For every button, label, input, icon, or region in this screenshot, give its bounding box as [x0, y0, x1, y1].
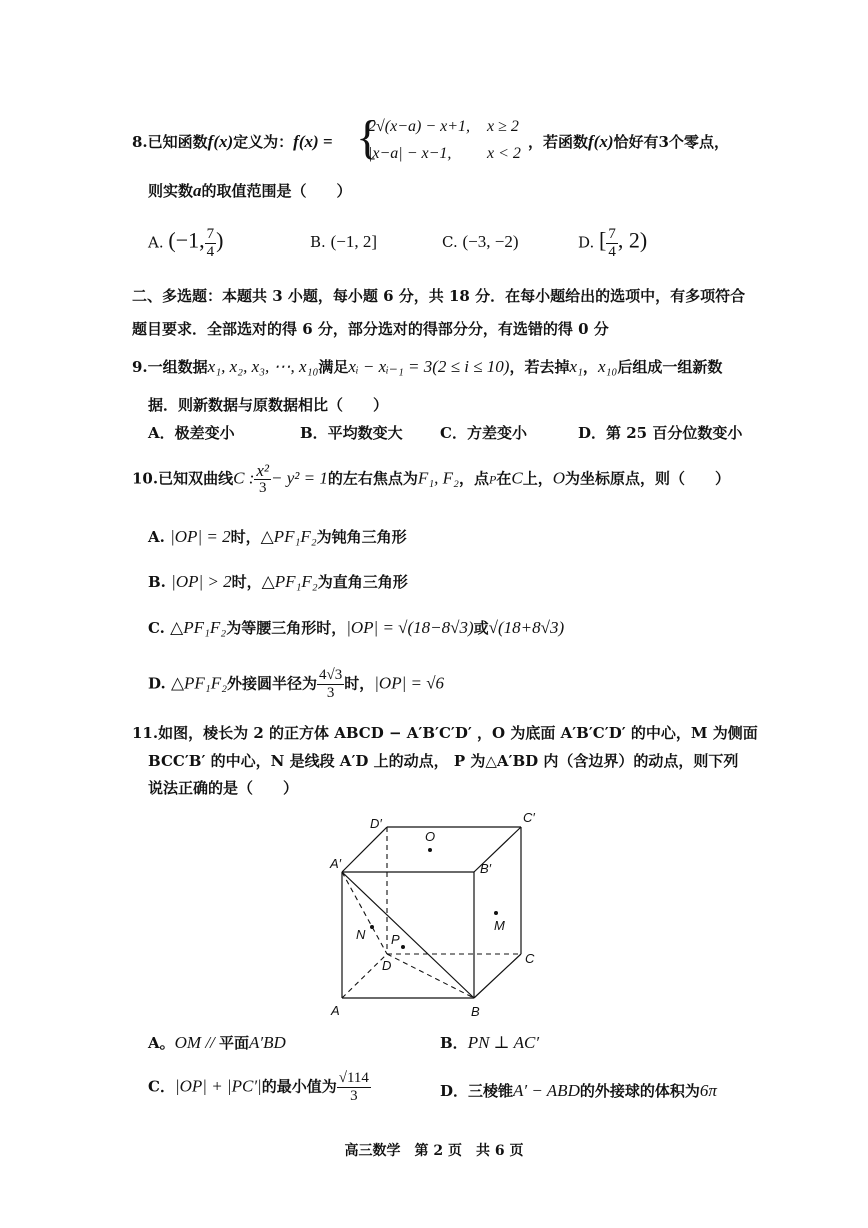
q10-text-f: 为坐标原点，则（ ）: [564, 469, 730, 488]
page-footer: 高三数学 第 2 页 共 6 页: [344, 1143, 524, 1159]
q8-option-a-num: 7: [206, 226, 215, 242]
q8-option-d-label: D.: [578, 233, 595, 252]
label-b1: B′: [480, 861, 492, 876]
q8-fx: f(x): [207, 132, 234, 151]
q8-line2: [148, 180, 352, 201]
q10-option-b-math: |OP| > 2: [171, 572, 232, 591]
q9-text-d: ，: [582, 358, 598, 376]
q11-option-d-math: A′ − ABD: [513, 1081, 580, 1100]
q11-option-c-den: 3: [350, 1088, 358, 1104]
q8-option-a-fraction: [205, 226, 217, 261]
q9-text-e: 后组成一组新数: [617, 358, 723, 376]
q10-option-a-triangle: △PF₁F₂: [260, 527, 317, 546]
point-n: [370, 925, 374, 929]
q9-x10: x₁₀: [597, 357, 618, 376]
q11-option-b: [440, 1032, 539, 1053]
q10-option-d-den: 3: [326, 685, 335, 701]
q11-option-a: [148, 1032, 286, 1053]
q8-option-c-label: C.: [442, 233, 458, 251]
q10-num: x²: [256, 461, 270, 480]
q10-text-a: 10.已知双曲线: [132, 469, 234, 488]
cube-figure: [320, 805, 550, 1025]
label-a1: A′: [330, 856, 342, 871]
q10-option-c-triangle: △PF₁F₂: [170, 618, 227, 637]
q11-option-a-text: 平面: [219, 1034, 250, 1052]
point-p: [401, 945, 405, 949]
label-p: P: [391, 932, 400, 947]
q8-text: 8.已知函数: [132, 133, 208, 151]
q8-piece2: |x−a| − x−1,: [368, 145, 452, 162]
label-m: M: [494, 918, 505, 933]
q9-option-d: D．第 25 百分位数变小: [578, 424, 743, 442]
q10-text-b: 的左右焦点为: [327, 469, 418, 488]
label-b: B: [471, 1004, 480, 1019]
q9-data-list: x₁, x₂, x₃, ⋯, x₁₀: [207, 357, 319, 376]
section2-heading-line2: 题目要求．全部选对的得 6 分，部分选对的得部分分，有选错的得 0 分: [132, 320, 609, 338]
q8-text-b: 定义为：: [233, 133, 294, 151]
q10-option-d-math: |OP| = √6: [374, 673, 445, 693]
q9-text-a: 9.一组数据: [132, 358, 208, 376]
q8-fx-eq: f(x) =: [293, 132, 333, 151]
q10-option-d: [148, 667, 444, 702]
q9-x1: x₁: [569, 357, 583, 376]
q10-option-b-label: B.: [148, 573, 166, 591]
section2-heading-line1: 二、多选题：本题共 3 小题，每小题 6 分，共 18 分．在每小题给出的选项中，有多项符合: [132, 287, 746, 305]
q10-option-a-math: |OP| = 2: [170, 527, 231, 546]
label-o: O: [425, 829, 436, 844]
q10-curve-name: C :: [233, 468, 255, 488]
q9-option-c: C．方差变小: [440, 424, 527, 442]
q11-option-d-volume: 6π: [699, 1081, 717, 1100]
label-d: D: [382, 958, 392, 973]
q9-stem: [132, 356, 722, 377]
label-a: A: [331, 1003, 340, 1018]
q10-foci: F₁, F₂: [417, 468, 459, 488]
q10-stem: [132, 462, 730, 497]
q8-option-d-fraction: [606, 226, 618, 261]
q10-text-d: 在: [496, 469, 512, 488]
q10-option-d-fraction: [317, 667, 344, 702]
hidden-edge-ad: [342, 954, 387, 998]
q10-curve-c: C: [511, 468, 523, 488]
q10-option-a: [148, 526, 407, 547]
q11-stem-line3: 说法正确的是（ ）: [148, 779, 299, 797]
q10-option-b-text2: 为直角三角形: [317, 573, 408, 591]
q8-option-a-label: A.: [148, 233, 164, 252]
q8-text-d: 恰好有3个零点，: [613, 133, 729, 151]
q10-option-c-text2: 或: [473, 619, 489, 637]
q11-stem-line2: BCC′B′ 的中心，N 是线段 A′D 上的动点， P 为△A′BD 内（含边界）的动点，则下列: [148, 752, 739, 770]
q10-option-d-label: D.: [148, 674, 166, 693]
q10-option-d-text: 外接圆半径为: [226, 674, 317, 693]
q10-option-b-triangle: △PF₁F₂: [261, 572, 318, 591]
q8-option-d-pre: [: [599, 227, 607, 253]
q11-option-b-label: B．: [440, 1034, 468, 1052]
q11-option-c-text: 的最小值为: [261, 1077, 337, 1096]
q8-stem-prefix: [132, 131, 333, 152]
q10-fraction: [254, 462, 271, 497]
label-d1: D′: [370, 816, 382, 831]
q10-equation: − y² = 1: [271, 468, 328, 488]
q8-fx2: f(x): [588, 132, 614, 151]
q8-line2-text: 则实数: [148, 182, 194, 200]
q9-condition: xᵢ − xᵢ₋₁ = 3(2 ≤ i ≤ 10): [348, 357, 510, 376]
q10-option-c-text: 为等腰三角形时，: [226, 619, 347, 637]
point-o: [428, 848, 432, 852]
q11-option-c-num: √114: [338, 1070, 369, 1086]
q9-option-a: A．极差变小: [148, 424, 235, 442]
edge-bc: [474, 954, 521, 998]
q8-option-a-value: (−1,: [168, 227, 205, 253]
q10-option-d-num: 4√3: [319, 667, 343, 683]
q11-option-c-math: |OP| + |PC′|: [174, 1076, 262, 1096]
q10-option-b: [148, 571, 408, 592]
q8-option-a: [148, 226, 223, 261]
q8-line2-text-b: 的取值范围是（ ）: [201, 182, 352, 200]
q9-text-c: ，若去掉: [509, 358, 570, 376]
q10-origin: O: [552, 468, 565, 488]
q11-option-c-label: C．: [148, 1077, 175, 1096]
q11-option-d-text: 三棱锥: [468, 1082, 514, 1100]
q11-option-d-label: D．: [440, 1082, 469, 1100]
q8-option-b-value: (−1, 2]: [330, 232, 377, 251]
q8-cond2: x < 2: [487, 145, 521, 162]
q8-option-c: [442, 232, 519, 252]
q10-option-a-text2: 为钝角三角形: [316, 528, 407, 546]
q10-point-p: P: [488, 472, 497, 487]
q10-option-d-triangle: △PF₁F₂: [170, 673, 227, 693]
q10-option-a-label: A.: [148, 528, 165, 546]
label-c1: C′: [523, 810, 535, 825]
q8-piece1: 2√(x−a) − x+1,: [368, 118, 471, 135]
q8-var-a: a: [193, 181, 202, 200]
q9-line2: 据．则新数据与原数据相比（ ）: [148, 396, 389, 414]
label-n: N: [356, 927, 366, 942]
q8-piecewise-brace: {: [356, 111, 380, 164]
q11-option-c-fraction: [337, 1070, 371, 1105]
q11-stem-line1: 11.如图，棱长为 2 的正方体 ABCD − A′B′C′D′ ，O 为底面 A′B′C′D′ 的中心，M 为侧面: [132, 724, 758, 742]
edge-a1d1: [342, 827, 387, 872]
q8-option-a-den: 4: [206, 244, 215, 260]
q9-text-b: 满足: [318, 358, 349, 376]
q10-option-c-label: C.: [148, 619, 165, 637]
q10-option-c: [148, 617, 564, 638]
q11-option-d-text2: 的外接球的体积为: [579, 1082, 700, 1100]
q8-option-a-end: ): [216, 227, 224, 253]
q11-option-d: [440, 1080, 717, 1101]
q10-option-c-math2: √(18+8√3): [488, 618, 565, 637]
q10-option-c-math: |OP| = √(18−8√3): [346, 618, 474, 637]
q11-option-a-math: OM //: [174, 1033, 220, 1052]
point-m: [494, 911, 498, 915]
q8-stem-suffix: [528, 131, 729, 152]
q8-text-c: ，若函数: [528, 133, 589, 151]
q8-option-b: [310, 232, 377, 252]
q8-option-d-end: , 2): [617, 227, 648, 253]
q11-option-c: [148, 1070, 371, 1105]
q10-option-a-text: 时，: [230, 528, 261, 546]
q11-option-a-label: A。: [148, 1034, 175, 1052]
q10-text-c: ，点: [458, 469, 489, 488]
q10-option-b-text: 时，: [231, 573, 262, 591]
q9-option-b: B．平均数变大: [300, 424, 403, 442]
q10-option-d-text2: 时，: [344, 674, 375, 693]
q10-den: 3: [258, 480, 267, 496]
label-c: C: [525, 951, 535, 966]
q8-option-b-label: B.: [310, 233, 326, 251]
q11-option-a-plane: A′BD: [249, 1033, 286, 1052]
q8-cond1: x ≥ 2: [487, 118, 519, 135]
q8-option-d-num: 7: [608, 226, 616, 242]
hidden-edge-db: [387, 954, 474, 998]
q8-option-c-value: (−3, −2): [462, 232, 519, 251]
q8-option-d: [578, 226, 647, 261]
q8-option-d-den: 4: [608, 244, 616, 260]
q10-text-e: 上，: [522, 469, 553, 488]
q11-option-b-math: PN ⊥ AC′: [467, 1033, 540, 1052]
